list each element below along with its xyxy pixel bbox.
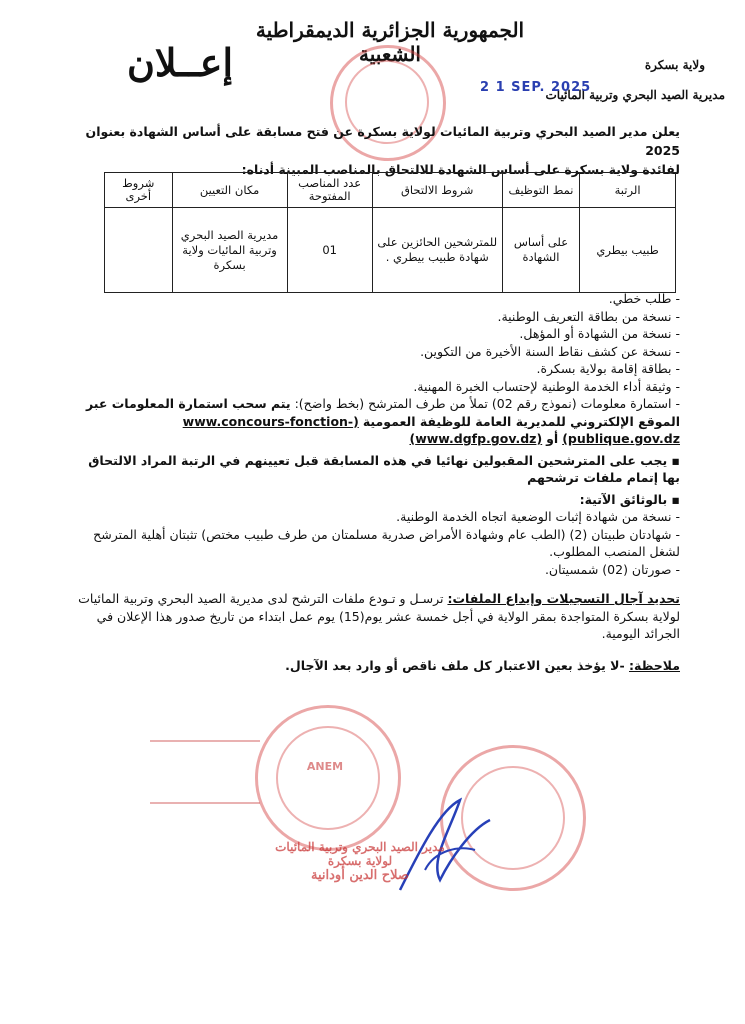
header-assignment-place: مكان التعيين bbox=[172, 173, 287, 208]
intro-line-1: يعلن مدير الصيد البحري وتربية المائيات لولاية بسكرة عن فتح مسابقة على أساس الشهادة بعنوان 2025 bbox=[85, 124, 680, 158]
registration-stamp bbox=[150, 740, 260, 804]
form-text: - استمارة معلومات (نموذج رقم 02) تملأ من طرف المترشح (بخط واضح): bbox=[294, 396, 680, 411]
republic-title: الجمهورية الجزائرية الديمقراطية الشعبية bbox=[255, 18, 525, 66]
form-bold-text: يتم سحب استمارة المعلومات عبر الموقع الإلكتروني للمديرية العامة للوظيفة العمومية bbox=[85, 396, 680, 429]
anem-stamp bbox=[255, 705, 401, 851]
deadline-paragraph bbox=[70, 590, 680, 643]
list-item: - بطاقة إقامة بولاية بسكرة. bbox=[536, 361, 680, 376]
list-item: - نسخة من شهادة إثبات الوضعية اتجاه الخدمة الوطنية. bbox=[396, 509, 680, 524]
list-item: - شهادتان طبيتان (2) (الطب عام وشهادة الأمراض صدرية مسلمتان من طرف طبيب مختص) تثبتان أهلية المترشح لشغل المنصب المطلوب. bbox=[93, 526, 680, 559]
cell-conditions: للمترشحين الحائزين على شهادة طبيب بيطري . bbox=[372, 208, 502, 293]
cell-rank: طبيب بيطري bbox=[580, 208, 676, 293]
documents-list bbox=[70, 290, 680, 674]
cell-other-conditions bbox=[105, 208, 173, 293]
positions-table bbox=[104, 172, 676, 293]
list-item: - نسخة عن كشف نقاط السنة الأخيرة من التكوين. bbox=[420, 343, 680, 359]
form-item bbox=[70, 395, 680, 448]
signature-wilaya: لولاية بسكرة bbox=[327, 854, 393, 868]
announcement-heading: إعــلان bbox=[126, 40, 234, 85]
intro-paragraph bbox=[70, 122, 680, 179]
list-item: - طلب خطي. bbox=[608, 291, 680, 306]
cell-assignment-place: مديرية الصيد البحري وتربية المائيات ولاية بسكرة bbox=[172, 208, 287, 293]
list-item: - نسخة من بطاقة التعريف الوطنية. bbox=[497, 308, 680, 324]
anem-label: ANEM bbox=[306, 760, 344, 773]
header-other-conditions: شروط أخرى bbox=[105, 173, 173, 208]
list-item: - وثيقة أداء الخدمة الوطنية لإحتساب الخبرة المهنية. bbox=[413, 378, 680, 394]
list-item: - صورتان (02) شمسيتان. bbox=[544, 561, 680, 577]
table-row bbox=[105, 208, 676, 293]
deadline-text: ترسـل و تـودع ملفات الترشح لدى مديرية الصيد البحري وتربية المائيات لولاية بسكرة المتواجدة بمقر الولاية في أجل خمسة عشر يوم(15) يوم عمل ابتداء من تاريخ صدور هذا الإعلان في الجرائد اليومية. bbox=[78, 591, 680, 641]
signature-name: صلاح الدين أودانية bbox=[311, 868, 409, 883]
date-stamp: 2 1 SEP. 2025 bbox=[480, 80, 592, 95]
header-recruitment-mode: نمط التوظيف bbox=[502, 173, 579, 208]
directorate-label: مديرية الصيد البحري وتربية المائيات bbox=[545, 88, 725, 102]
note-label: ملاحظة: bbox=[629, 657, 680, 673]
wilaya-label: ولاية بسكرة bbox=[644, 58, 705, 72]
link-concours[interactable]: (www.concours-fonction-publique.gov.dz) bbox=[182, 413, 680, 446]
cell-recruitment-mode: على أساس الشهادة bbox=[502, 208, 579, 293]
accepted-candidates-note: ▪ يجب على المترشحين المقبولين نهائيا في هذه المسابقة قبل تعيينهم في الرتبة المراد الالتحاق بها إتمام ملفات ترشحهم bbox=[88, 452, 680, 485]
header-conditions: شروط الالتحاق bbox=[372, 173, 502, 208]
or-text: أو bbox=[546, 431, 559, 446]
signature-title: مدير الصيد البحري وتربية المائيات bbox=[275, 840, 445, 854]
table-header-row bbox=[105, 173, 676, 208]
signature-block bbox=[250, 840, 470, 883]
following-documents-label: ▪ بالوثائق الآتية: bbox=[579, 491, 680, 507]
note-paragraph bbox=[70, 657, 680, 675]
list-item: - نسخة من الشهادة أو المؤهل. bbox=[519, 326, 680, 341]
note-text: -لا يؤخذ بعين الاعتبار كل ملف ناقص أو وارد بعد الآجال. bbox=[285, 657, 625, 673]
header-rank: الرتبة bbox=[580, 173, 676, 208]
intro-line-2: لفائدة ولاية بسكرة على أساس الشهادة للالتحاق بالمناصب المبينة أدناه: bbox=[241, 162, 680, 177]
link-dgfp[interactable]: (www.dgfp.gov.dz) bbox=[409, 431, 543, 446]
header-open-positions: عدد المناصب المفتوحة bbox=[287, 173, 372, 208]
deadline-label: تحديد آجال التسجيلات وإيداع الملفات: bbox=[447, 591, 680, 606]
cell-open-positions: 01 bbox=[287, 208, 372, 293]
